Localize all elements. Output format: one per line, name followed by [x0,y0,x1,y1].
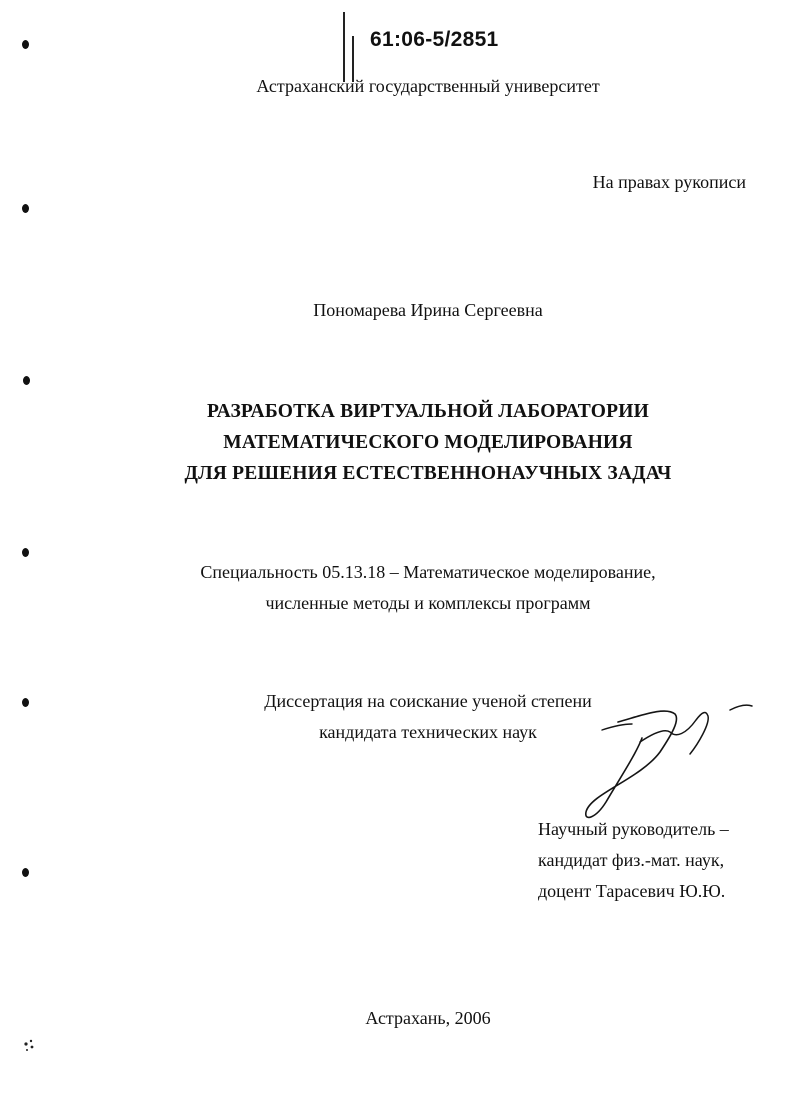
university-name: Астраханский государственный университет [256,76,600,96]
advisor-line: кандидат физ.-мат. наук, [538,850,725,870]
scientific-advisor [538,814,729,907]
signature-icon [580,694,780,834]
author-name: Пономарева Ирина Сергеевна [313,300,543,320]
specialty-line: Специальность 05.13.18 – Математическое моделирование, [200,562,656,582]
specialty [0,557,798,619]
binding-hole-icon [22,698,29,707]
binding-hole-icon [22,204,29,213]
city-year: Астрахань, 2006 [365,1008,491,1028]
specialty-line: численные методы и комплексы программ [265,593,591,613]
degree-line: Диссертация на соискание ученой степени [264,691,592,711]
binding-hole-icon [22,40,29,49]
degree-statement [253,686,603,748]
title-line: РАЗРАБОТКА ВИРТУАЛЬНОЙ ЛАБОРАТОРИИ [207,401,649,422]
advisor-line: Научный руководитель – [538,819,729,839]
advisor-line: доцент Тарасевич Ю.Ю. [538,881,726,901]
degree-line: кандидата технических наук [319,722,537,742]
binding-hole-icon [22,548,29,557]
title-line: МАТЕМАТИЧЕСКОГО МОДЕЛИРОВАНИЯ [223,432,633,453]
stamp-line-left [343,12,345,82]
rights-note: На правах рукописи [592,172,746,192]
binding-hole-icon [22,868,29,877]
thesis-title [0,396,798,489]
archive-code: 61:06-5/2851 [370,28,499,51]
title-line: ДЛЯ РЕШЕНИЯ ЕСТЕСТВЕННОНАУЧНЫХ ЗАДАЧ [184,463,672,484]
binding-hole-icon [23,376,30,385]
scan-speck-icon [20,1036,40,1056]
